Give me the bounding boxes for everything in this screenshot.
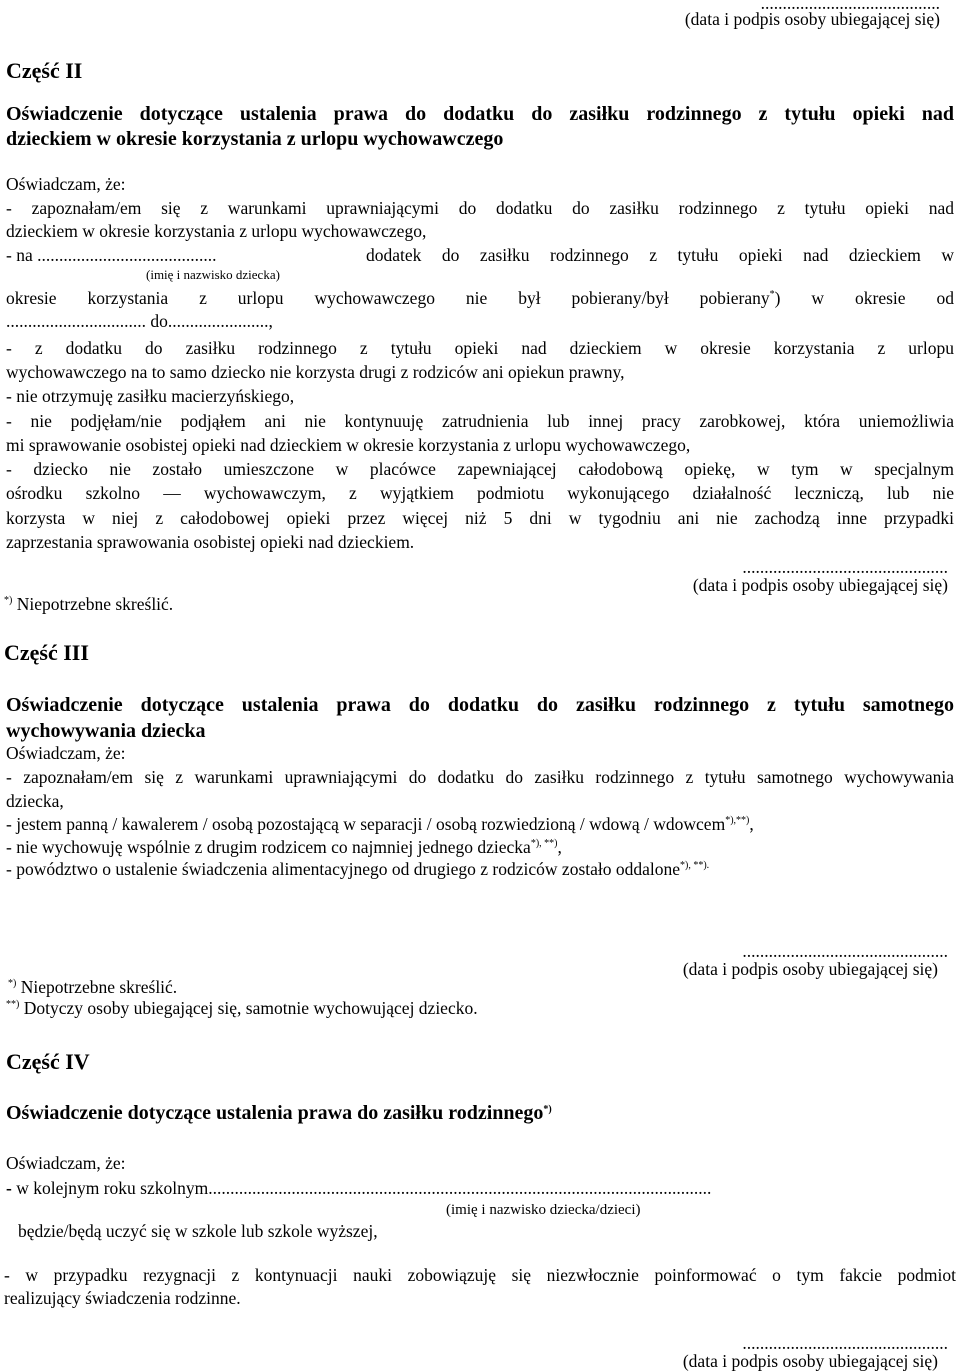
part-3-heading: Część III: [4, 640, 89, 665]
part-4-line: - w przypadku rezygnacji z kontynuacji nauki zobowiązuję się niezwłocznie poinformować o tym fakcie podmiot: [4, 1265, 956, 1285]
part-2-line: dzieckiem w okresie korzystania z urlopu wychowawczego,: [6, 221, 427, 241]
part-2-line: mi sprawowanie osobistej opieki nad dzieckiem w okresie korzystania z urlopu wychowawczego,: [6, 435, 691, 455]
signature-dots: ...............................................: [742, 1333, 948, 1353]
part-3-title-line-2: wychowywania dziecka: [6, 720, 206, 742]
part-4-title: Oświadczenie dotyczące ustalenia prawa do zasiłku rodzinnego*): [6, 1102, 552, 1124]
part-3-line: - nie wychowuję wspólnie z drugim rodzicem co najmniej jednego dziecka*), **),: [6, 837, 562, 857]
part-2-line: - na .........................................: [6, 245, 217, 265]
footnote: *) Niepotrzebne skreślić.: [4, 594, 174, 614]
part-2-line: - zapoznałam/em się z warunkami uprawniającymi do dodatku do zasiłku rodzinnego z tytułu opieki nad: [6, 198, 954, 218]
part-2-line: - dziecko nie zostało umieszczone w placówce zapewniającej całodobową opiekę, w tym w specjalnym: [6, 459, 954, 479]
date-range-field: ................................ do.......................,: [6, 311, 273, 331]
part-2-line: okresie korzystania z urlopu wychowawczego nie był pobierany/był pobierany*) w okresie od: [6, 288, 954, 308]
signature-label: (data i podpis osoby ubiegającej się): [684, 9, 940, 29]
part-2-line: - nie podjęłam/nie podjąłem ani nie kontynuuję zatrudnienia lub innej pracy zarobkowej, która uniemożliwia: [6, 411, 954, 431]
part-2-line: wychowawczego na to samo dziecko nie korzysta drugi z rodziców ani opiekun prawny,: [6, 362, 625, 382]
signature-label: (data i podpis osoby ubiegającej się): [682, 1351, 938, 1371]
part-2-heading: Część II: [6, 58, 83, 83]
part-4-line: będzie/będą uczyć się w szkole lub szkole wyższej,: [18, 1221, 378, 1241]
part-3-intro: Oświadczam, że:: [6, 743, 126, 763]
part-3-line: - jestem panną / kawalerem / osobą pozostającą w separacji / osobą rozwiedzioną / wdową / wdowcem*),**),: [6, 814, 754, 834]
part-2-intro: Oświadczam, że:: [6, 174, 126, 194]
part-2-line: zaprzestania sprawowania osobistej opieki nad dzieckiem.: [6, 532, 415, 552]
part-2-title-line-1: Oświadczenie dotyczące ustalenia prawa do dodatku do zasiłku rodzinnego z tytułu opieki nad: [6, 103, 954, 125]
part-2-line: - z dodatku do zasiłku rodzinnego z tytułu opieki nad dzieckiem w okresie korzystania z urlopu: [6, 338, 954, 358]
part-3-line: - zapoznałam/em się z warunkami uprawniającymi do dodatku do zasiłku rodzinnego z tytułu samotnego wychowywania: [6, 767, 954, 787]
part-3-line: dziecka,: [6, 791, 64, 811]
child-name-caption: (imię i nazwisko dziecka): [146, 267, 280, 282]
footnote: **) Dotyczy osoby ubiegającej się, samotnie wychowującej dziecko.: [6, 998, 478, 1018]
part-4-intro: Oświadczam, że:: [6, 1153, 126, 1173]
signature-dots: ...............................................: [742, 557, 948, 577]
part-3-line: - powództwo o ustalenie świadczenia alimentacyjnego od drugiego z rodziców zostało oddalone*), **).: [6, 859, 710, 879]
signature-dots: .........................................: [760, 0, 940, 13]
part-2-line: dodatek do zasiłku rodzinnego z tytułu opieki nad dzieckiem w: [366, 245, 954, 265]
part-2-line: ośrodku szkolno — wychowawczym, z wyjątkiem podmiotu wykonującego działalność leczniczą, lub nie: [6, 483, 954, 503]
school-year-field: - w kolejnym roku szkolnym...................................................................................................................: [6, 1178, 712, 1198]
footnote: *) Niepotrzebne skreślić.: [8, 977, 178, 997]
part-2-title-line-2: dzieckiem w okresie korzystania z urlopu wychowawczego: [6, 128, 504, 150]
child-name-caption: (imię i nazwisko dziecka/dzieci): [446, 1202, 641, 1218]
part-2-line: - nie otrzymuję zasiłku macierzyńskiego,: [6, 386, 295, 406]
signature-label: (data i podpis osoby ubiegającej się): [682, 959, 938, 979]
part-3-title-line-1: Oświadczenie dotyczące ustalenia prawa do dodatku do zasiłku rodzinnego z tytułu samotnego: [6, 694, 954, 716]
part-4-heading: Część IV: [6, 1049, 90, 1074]
signature-label: (data i podpis osoby ubiegającej się): [692, 575, 948, 595]
part-2-line: korzysta w niej z całodobowej opieki przez więcej niż 5 dni w tygodniu ani nie zachodzą inne przypadki: [6, 508, 954, 528]
signature-dots: ...............................................: [742, 941, 948, 961]
part-4-line: realizujący świadczenia rodzinne.: [4, 1288, 241, 1308]
